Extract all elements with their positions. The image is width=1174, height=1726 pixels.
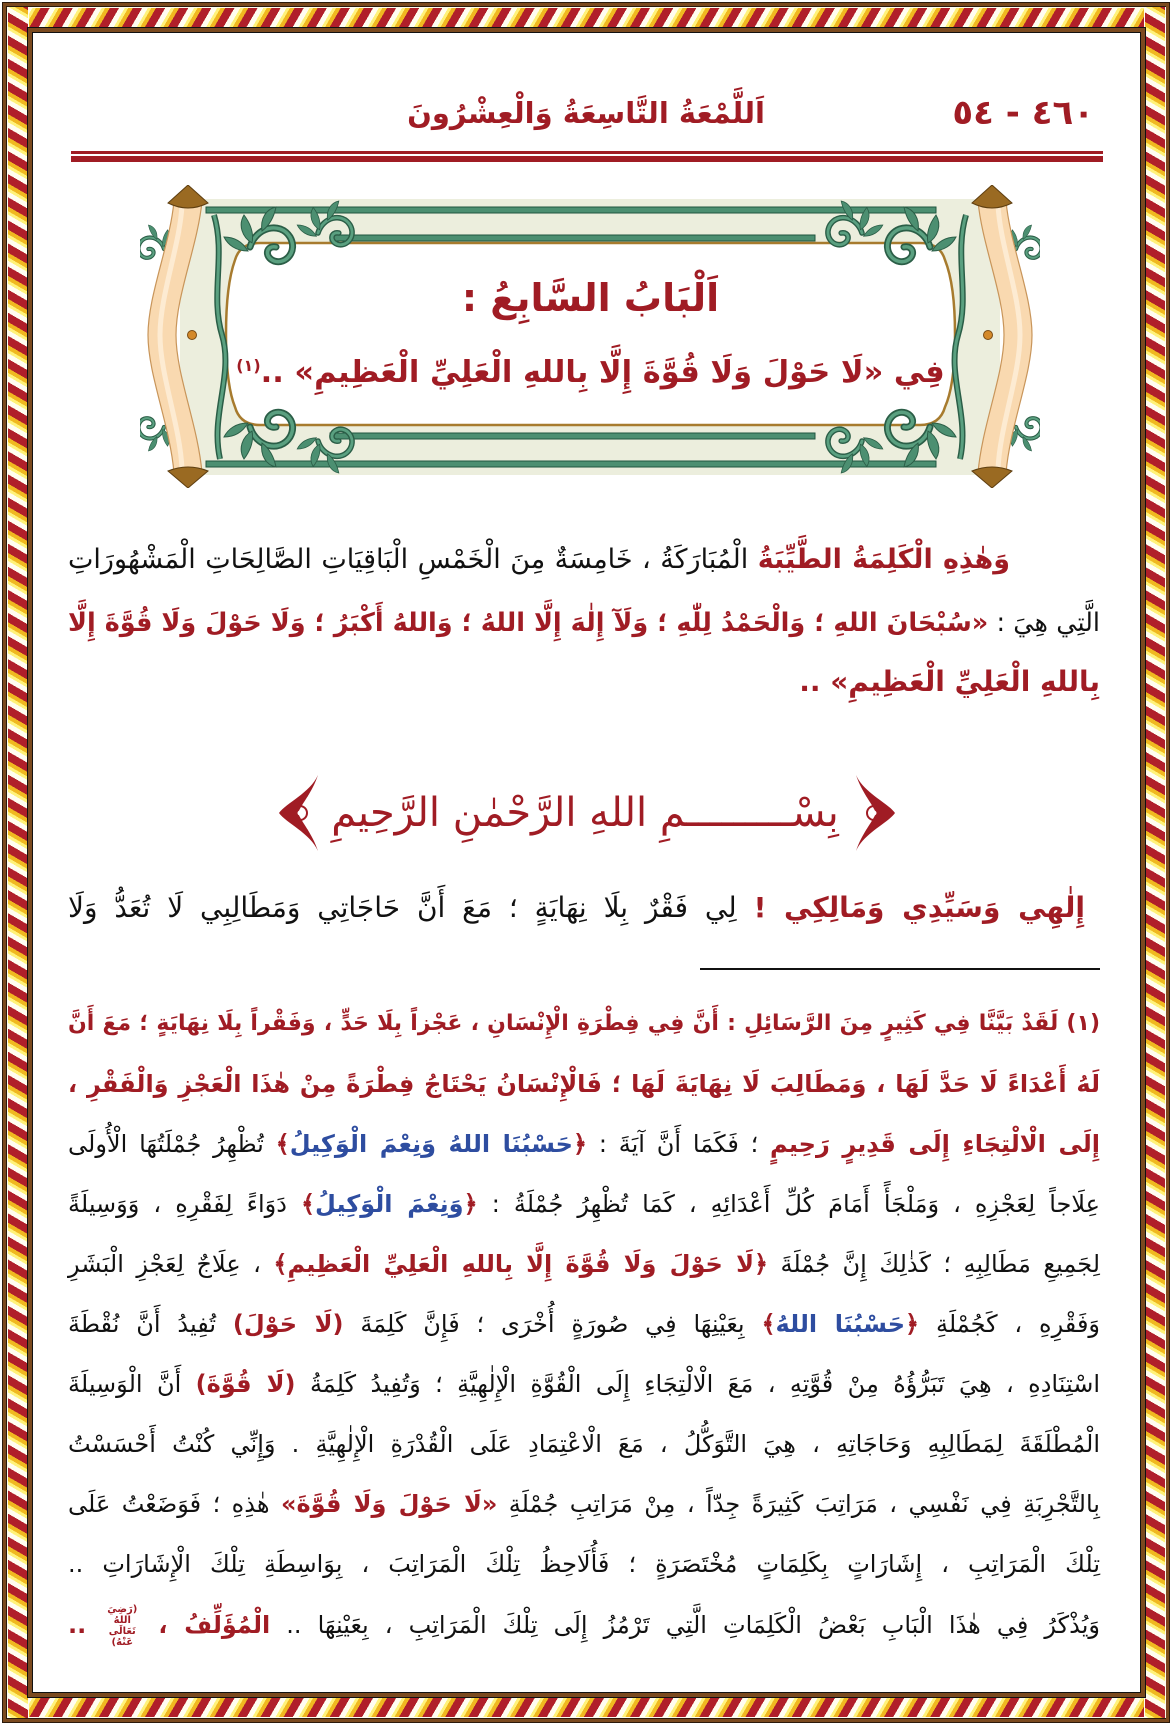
ornate-bracket-close-icon: ﴾ [300, 1190, 316, 1218]
footnote-text: وَفَقْرِهِ ، كَجُمْلَةِ [935, 1310, 1101, 1338]
ornate-bracket-close-icon: ﴾ [761, 1310, 776, 1338]
footnote-text: الْمُطْلَقَةَ لِمَطَالِبِهِ وَحَاجَاتِهِ ، هِيَ التَّوَكُّلُ ، مَعَ الْاعْتِمَادِ عَلَى الْقُدْرَةِ الْإِلٰهِيَّةِ . وَإِنِّي كُنْتُ أَحْسَسْتُ [68, 1430, 1100, 1458]
footnote-text: تُظْهِرُ جُمْلَتُهَا الْأُولَى [68, 1130, 264, 1158]
chapter-title [236, 348, 945, 398]
highlight-phrase: (لَا حَوْلَ) [232, 1310, 344, 1338]
quran-verse: وَنِعْمَ الْوَكِيلُ [315, 1190, 464, 1218]
footnote-text: اسْتِنَادِهِ ، هِيَ تَبَرُّؤُهُ مِنْ قُوَّتِهِ ، مَعَ الْالْتِجَاءِ إِلَى الْقُوَّةِ الْإِلٰهِيَّةِ ؛ وَتُفِيدُ كَلِمَةُ [309, 1370, 1100, 1398]
footnote-line-7 [68, 1360, 1100, 1408]
quran-verse: حَسْبُنَا اللهُ وَنِعْمَ الْوَكِيلُ [289, 1130, 573, 1158]
running-title: اَللَّمْعَةُ التَّاسِعَةُ وَالْعِشْرُونَ [407, 96, 765, 130]
footnote-line-11 [68, 1601, 1100, 1649]
highlight-phrase: ﴿لَا حَوْلَ وَلَا قُوَّةَ إِلَّا بِاللهِ الْعَلِيِّ الْعَظِيمِ﴾ [273, 1250, 769, 1278]
footnote-line-1 [68, 1000, 1100, 1048]
page-border-braid-top [7, 7, 1166, 28]
intro-line-2 [68, 598, 1100, 648]
quran-verse: حَسْبُنَا اللهُ [775, 1310, 906, 1338]
highlight-text: بِاللهِ الْعَلِيِّ الْعَظِيمِ» .. [799, 665, 1100, 698]
intro-line-1 [68, 535, 1010, 585]
ornate-bracket-open-icon: ﴿ [905, 1310, 920, 1338]
basmala-ornament-right-icon [852, 773, 898, 853]
footnote-text: وَيُذْكَرُ فِي هٰذَا الْبَابِ بَعْضُ الْكَلِمَاتِ الَّتِي تَرْمُزُ إِلَى تِلْكَ الْمَرَاتِبِ ، بِعَيْنِهَا .. [286, 1611, 1100, 1639]
ornate-bracket-open-icon: ﴿ [463, 1190, 478, 1218]
highlight-phrase: (لَا قُوَّةَ) [195, 1370, 296, 1398]
body-text: الَّتِي هِيَ : [996, 608, 1101, 638]
highlight-phrase: «لَا حَوْلَ وَلَا قُوَّةَ» [280, 1490, 498, 1518]
footnote-line-6 [68, 1300, 1100, 1348]
page-border-braid-left [7, 7, 29, 1718]
footnote-line-10 [68, 1540, 1100, 1588]
footnote-text: بِعَيْنِهَا فِي صُورَةٍ أُخْرَى ؛ فَإِنَّ كَلِمَةَ [360, 1310, 745, 1338]
body-text: لِي فَقْرٌ بِلَا نِهَايَةٍ ؛ مَعَ أَنَّ حَاجَاتِي وَمَطَالِبِي لَا تُعَدُّ وَلَا [68, 891, 737, 924]
chapter-ornament-frame [140, 185, 1040, 488]
highlight-text: «سُبْحَانَ اللهِ ؛ وَالْحَمْدُ لِلّٰهِ ؛ وَلَآ إِلٰهَ إِلَّا اللهُ ؛ وَاللهُ أَكْبَرُ ؛ وَلَا حَوْلَ وَلَا قُوَّةَ إِلَّا [68, 608, 989, 638]
footnote-line-9 [68, 1480, 1100, 1528]
footnote-separator [700, 968, 1100, 970]
footnote-line-3 [68, 1120, 1100, 1168]
page-border-braid-right [1144, 7, 1166, 1718]
footnote-text: (١) لَقَدْ بَيَّنَّا فِي كَثِيرٍ مِنَ الرَّسَائِلِ : أَنَّ فِي فِطْرَةِ الْإِنْسَانِ ، عَجْزاً بِلَا حَدٍّ ، وَفَقْراً بِلَا نِهَايَةٍ ؛ مَعَ أَنَّ [68, 1011, 1100, 1036]
footnote-line-5 [68, 1240, 1100, 1288]
highlight-text: وَهٰذِهِ الْكَلِمَةُ الطَّيِّبَةُ [757, 544, 1010, 575]
footnote-line-8 [68, 1420, 1100, 1468]
footnote-text: عِلَاجاً لِعَجْزِهِ ، وَمَلْجَأً أَمَامَ كُلِّ أَعْدَائِهِ ، كَمَا تُظْهِرُ جُمْلَةُ : [491, 1190, 1100, 1218]
footnote-text: تُفِيدُ أَنَّ نُقْطَةَ [68, 1310, 217, 1338]
honorific-ligature-icon: (رَضِيَ اللهُ تَعَالَى عَنْهُ) [107, 1604, 138, 1648]
intro-line-3 [68, 657, 1100, 707]
page-border-braid-bottom [7, 1697, 1166, 1718]
author-attribution: الْمُؤَلِّفُ ، [158, 1611, 271, 1639]
basmala: بِسْـــــــــمِ اللهِ الرَّحْمٰنِ الرَّحِيمِ [331, 790, 839, 836]
footnote-line-2 [68, 1060, 1100, 1108]
page-number: ٤٦٠ - ٥٤ [952, 93, 1094, 133]
footnote-text: تِلْكَ الْمَرَاتِبِ ، إِشَارَاتٍ بِكَلِمَاتٍ مُخْتَصَرَةٍ ؛ فَأُلَاحِظُ تِلْكَ الْمَرَاتِبَ ، بِوَاسِطَةِ تِلْكَ الْإِشَارَاتِ .. [68, 1550, 1100, 1578]
ornate-bracket-open-icon: ﴿ [572, 1130, 588, 1158]
chapter-title-text: فِي «لَا حَوْلَ وَلَا قُوَّةَ إِلَّا بِاللهِ الْعَلِيِّ الْعَظِيمِ» .. [260, 355, 945, 390]
footnote-text: إِلَى الْالْتِجَاءِ إِلَى قَدِيرٍ رَحِيمٍ [770, 1130, 1100, 1158]
footnote-text: ؛ فَكَمَا أَنَّ آيَةَ : [598, 1130, 759, 1158]
supplication-line [68, 883, 1085, 933]
ornate-bracket-close-icon: ﴾ [275, 1130, 290, 1158]
footnote-text: .. [68, 1611, 87, 1639]
body-text: الْمُبَارَكَةُ ، خَامِسَةٌ مِنَ الْخَمْسِ الْبَاقِيَاتِ الصَّالِحَاتِ الْمَشْهُورَاتِ [68, 544, 749, 575]
footnote-text: ، عِلَاجٌ لِعَجْزِ الْبَشَرِ [68, 1250, 261, 1278]
chapter-heading: اَلْبَابُ السَّابِعُ : [461, 276, 720, 320]
footnote-marker: (١) [236, 355, 261, 375]
header-rule-thick [71, 156, 1103, 162]
footnote-text: أَنَّ الْوَسِيلَةَ [68, 1370, 182, 1398]
header-rule-thin [71, 151, 1103, 154]
basmala-ornament-left-icon [276, 773, 322, 853]
footnote-text: لَهُ أَعْدَاءً لَا حَدَّ لَهَا ، وَمَطَالِبَ لَا نِهَايَةَ لَهَا ؛ فَالْإِنْسَانُ يَحْتَاجُ فِطْرَةً مِنْ هٰذَا الْعَجْزِ وَالْفَقْرِ ، [68, 1070, 1100, 1098]
highlight-text: إِلٰهِي وَسَيِّدِي وَمَالِكِي ! [753, 891, 1085, 924]
footnote-line-4 [68, 1180, 1100, 1228]
footnote-text: دَوَاءً لِفَقْرِهِ ، وَوَسِيلَةً [68, 1190, 287, 1218]
footnote-text: لِجَمِيعِ مَطَالِبِهِ ؛ كَذٰلِكَ إِنَّ جُمْلَةَ [780, 1250, 1101, 1278]
footnote-text: هٰذِهِ ؛ فَوَضَعْتُ عَلَى [68, 1490, 270, 1518]
footnote-text: بِالتَّجْرِبَةِ فِي نَفْسِي ، مَرَاتِبَ كَثِيرَةً جِدّاً ، مِنْ مَرَاتِبِ جُمْلَةِ [508, 1490, 1100, 1518]
